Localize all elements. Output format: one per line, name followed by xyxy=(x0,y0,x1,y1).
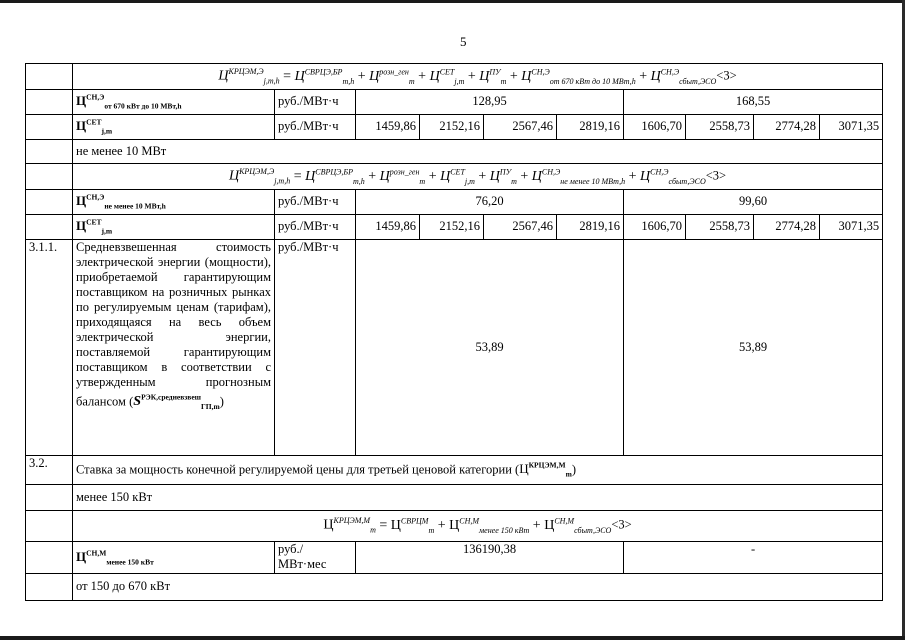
table-row xyxy=(26,510,883,541)
formula-operator: + xyxy=(434,518,450,534)
value-cell: 2558,73 xyxy=(686,214,754,239)
value-cell: 76,20 xyxy=(356,189,624,214)
unit-cell: руб./МВт·ч xyxy=(275,114,356,139)
symbol-cell: $Ц^{СН,Э}_{от 670 кВт до 10 МВт,h}$ xyxy=(73,90,275,115)
formula-term: Ц xyxy=(449,518,460,534)
table-row xyxy=(26,90,883,115)
unit-cell: руб./МВт·ч xyxy=(275,189,356,214)
table-row xyxy=(26,114,883,139)
num-cell xyxy=(26,139,73,163)
value-cell: 53,89 xyxy=(624,239,883,455)
unit-cell: руб./МВт·ч xyxy=(275,239,356,455)
formula-term: Ц xyxy=(521,68,532,84)
formula-operator: + xyxy=(625,168,641,184)
value-cell: 53,89 xyxy=(356,239,624,455)
group-heading: не менее 10 МВт xyxy=(73,139,883,163)
section-title: Ставка за мощность конечной регулируемой цены для третьей ценовой категории $(Ц^{КРЦЭМ,М}_m)$ xyxy=(73,455,883,484)
value-cell: 2819,16 xyxy=(557,114,624,139)
formula-term: Ц xyxy=(379,168,390,184)
value-cell: 1606,70 xyxy=(624,214,686,239)
formula-cell xyxy=(73,510,883,541)
num-cell xyxy=(26,163,73,189)
value-cell: 168,55 xyxy=(624,90,883,115)
tariff-table xyxy=(25,63,883,601)
formula-term: Ц xyxy=(650,68,661,84)
value-cell: 1459,86 xyxy=(356,114,420,139)
table-row xyxy=(26,541,883,573)
scan-edge-top xyxy=(0,0,905,3)
formula-krcem-e-10mw: $Ц^{КРЦЭМ,Э}_{j,m,h} = Ц^{СВРЦЭ,БР}_{m,h} + Ц^{розн\_ген}_m + Ц^{СЕТ}_{j,m} + Ц^{ПУ}_m + Ц^{СН,Э}_{не менее 10 МВт,h} + Ц^{СН,Э}_{сбыт,ЭСО}<3>$ xyxy=(228,167,727,186)
table-row xyxy=(26,573,883,600)
formula-cell xyxy=(73,163,883,189)
formula-operator: + xyxy=(529,518,545,534)
formula-krcem-m-150: $Ц^{КРЦЭМ,М}_m = Ц^{СВРЦМ}_m + Ц^{СН,М}_{менее 150 кВт} + Ц^{СН,М}_{сбыт,ЭСО}<3>$ xyxy=(323,516,632,535)
value-cell: - xyxy=(624,541,883,573)
group-heading: от 150 до 670 кВт xyxy=(73,573,883,600)
formula-operator: + xyxy=(474,168,490,184)
group-heading: менее 150 кВт xyxy=(73,484,883,510)
formula-term: Ц xyxy=(390,518,401,534)
formula-operator: + xyxy=(414,68,430,84)
scan-edge-bottom xyxy=(0,636,905,640)
value-cell: 2774,28 xyxy=(754,214,820,239)
num-cell xyxy=(26,214,73,239)
value-cell: 2567,46 xyxy=(484,114,557,139)
value-cell: 3071,35 xyxy=(820,214,883,239)
value-cell: 99,60 xyxy=(624,189,883,214)
page-number: 5 xyxy=(460,34,467,49)
table-row xyxy=(26,64,883,90)
formula-term: Ц xyxy=(544,518,555,534)
num-cell xyxy=(26,541,73,573)
unit-cell: руб./МВт·ч xyxy=(275,90,356,115)
value-cell: 128,95 xyxy=(356,90,624,115)
formula-term: Ц xyxy=(640,168,651,184)
symbol-cell: $Ц^{СН,Э}_{не менее 10 МВт,h}$ xyxy=(73,189,275,214)
formula-term: Ц xyxy=(294,68,305,84)
unit-cell: руб./МВт·ч xyxy=(275,214,356,239)
formula-operator: + xyxy=(354,68,370,84)
table-row xyxy=(26,139,883,163)
formula-krcem-e-670: $Ц^{КРЦЭМ,Э}_{j,m,h} = Ц^{СВРЦЭ,БР}_{m,h} + Ц^{розн\_ген}_m + Ц^{СЕТ}_{j,m} + Ц^{ПУ}_m + Ц^{СН,Э}_{от 670 кВт до 10 МВт,h} + Ц^{СН,Э}_{сбыт,ЭСО}<3>$ xyxy=(218,67,737,86)
num-cell xyxy=(26,114,73,139)
formula-operator: = xyxy=(375,518,391,534)
formula-operator: + xyxy=(506,68,522,84)
num-cell xyxy=(26,64,73,90)
value-cell: 2819,16 xyxy=(557,214,624,239)
value-cell: 2558,73 xyxy=(686,114,754,139)
num-cell xyxy=(26,484,73,510)
formula-operator: + xyxy=(516,168,532,184)
table-row xyxy=(26,214,883,239)
value-cell: 1606,70 xyxy=(624,114,686,139)
value-cell: 3071,35 xyxy=(820,114,883,139)
formula-operator: + xyxy=(364,168,380,184)
table-row xyxy=(26,484,883,510)
num-cell xyxy=(26,510,73,541)
formula-cell xyxy=(73,64,883,90)
formula-operator: = xyxy=(290,168,306,184)
formula-term: Ц xyxy=(369,68,380,84)
symbol-cell: $Ц^{СЕТ}_{j,m}$ xyxy=(73,114,275,139)
table-row xyxy=(26,455,883,484)
formula-operator: + xyxy=(635,68,651,84)
num-cell xyxy=(26,573,73,600)
formula-operator: + xyxy=(425,168,441,184)
description-cell: Средневзвешенная стоимость электрической энергии (мощности), приобретаемой гарантирующим поставщиком на розничных рынках по регулируемым ценам (тарифам), приходящаяся на весь объем электрической энергии, поставляемой гарантирующим поставщиком в соответствии с утвержденным прогнозным балансом $(S^{РЭК,средневзвеш}_{ГП,m})$ xyxy=(73,239,275,455)
value-cell: 2567,46 xyxy=(484,214,557,239)
formula-term: Ц xyxy=(479,68,490,84)
num-cell xyxy=(26,189,73,214)
formula-term: Ц xyxy=(531,168,542,184)
symbol-cell: $Ц^{СН,М}_{менее 150 кВт}$ xyxy=(73,541,275,573)
value-cell: 136190,38 xyxy=(356,541,624,573)
value-cell: 2774,28 xyxy=(754,114,820,139)
formula-term: Ц xyxy=(429,68,440,84)
row-number: 3.2. xyxy=(26,455,73,484)
symbol-cell: $Ц^{СЕТ}_{j,m}$ xyxy=(73,214,275,239)
num-cell xyxy=(26,90,73,115)
unit-cell: руб./ МВт·мес xyxy=(275,541,356,573)
row-number: 3.1.1. xyxy=(26,239,73,455)
table-row xyxy=(26,189,883,214)
formula-term: Ц xyxy=(305,168,316,184)
value-cell: 2152,16 xyxy=(420,114,484,139)
formula-operator: = xyxy=(279,68,295,84)
formula-term: Ц xyxy=(440,168,451,184)
formula-term: Ц xyxy=(489,168,500,184)
table-row xyxy=(26,163,883,189)
value-cell: 1459,86 xyxy=(356,214,420,239)
formula-operator: + xyxy=(464,68,480,84)
table-row xyxy=(26,239,883,455)
value-cell: 2152,16 xyxy=(420,214,484,239)
